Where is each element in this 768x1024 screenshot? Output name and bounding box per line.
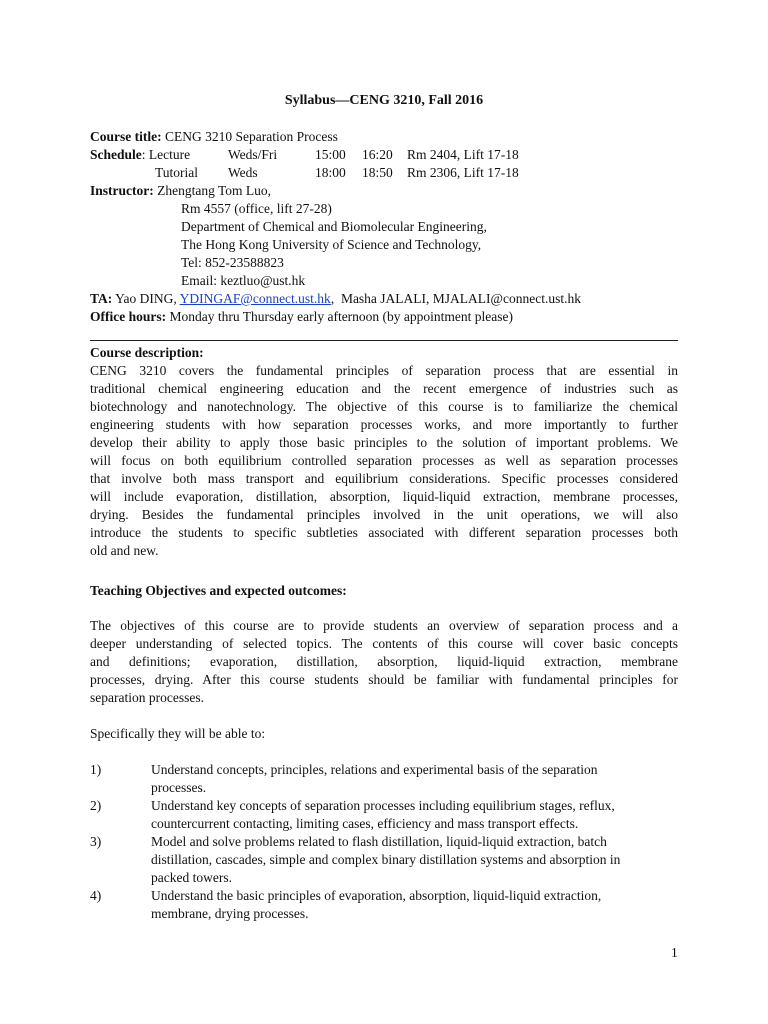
- schedule-type: : Lecture: [141, 147, 191, 162]
- paragraph-line: will include evaporation, distillation, absorption, liquid-liquid extraction, membrane processes,: [90, 489, 678, 504]
- instructor-office: Rm 4557 (office, lift 27-28): [181, 201, 332, 216]
- instructor-name: Zhengtang Tom Luo,: [157, 183, 272, 198]
- schedule-room: Rm 2306, Lift 17-18: [407, 165, 519, 180]
- outcome-line: processes.: [151, 780, 207, 795]
- office-hours-line: [90, 308, 513, 326]
- instructor-email: Email: keztluo@ust.hk: [181, 273, 306, 288]
- paragraph-line: that involve both mass transport and equilibrium considerations. Specific processes considered: [90, 471, 678, 486]
- outcome-line: membrane, drying processes.: [151, 906, 309, 921]
- office-hours-label: Office hours:: [90, 309, 167, 324]
- office-hours-value: Monday thru Thursday early afternoon (by appointment please): [169, 309, 514, 324]
- instructor-department: Department of Chemical and Biomolecular Engineering,: [181, 219, 487, 234]
- ta-separator: ,: [330, 291, 335, 306]
- paragraph-line: traditional chemical engineering education and the recent emergence of industries such as: [90, 381, 678, 396]
- outcome-number: 2): [90, 798, 102, 813]
- ta-name-2: Masha JALALI, MJALALI@connect.ust.hk: [340, 291, 581, 306]
- paragraph-line: CENG 3210 covers the fundamental principles of separation process that are essential in: [90, 363, 678, 378]
- course-description-heading: Course description:: [90, 345, 204, 360]
- outcome-number: 4): [90, 888, 102, 903]
- schedule-start: 18:00: [315, 165, 346, 180]
- paragraph-line: processes, drying. After this course students should be familiar with fundamental principles for: [90, 672, 678, 687]
- specifically-line: Specifically they will be able to:: [90, 726, 266, 741]
- outcome-line: countercurrent contacting, limiting cases, efficiency and mass transport effects.: [151, 816, 579, 831]
- outcome-line: Model and solve problems related to flash distillation, liquid-liquid extraction, batch: [151, 834, 607, 849]
- page-number: 1: [671, 945, 678, 960]
- outcome-number: 3): [90, 834, 102, 849]
- outcome-line: Understand the basic principles of evaporation, absorption, liquid-liquid extraction,: [151, 888, 602, 903]
- paragraph-line: drying. Besides the fundamental principles involved in the unit operations, we will also: [90, 507, 678, 522]
- paragraph-line: will focus on both equilibrium controlled separation processes as well as separation processes: [90, 453, 678, 468]
- schedule-end: 16:20: [362, 147, 393, 162]
- paragraph-line: introduce the students to specific subtleties associated with different separation processes both: [90, 525, 678, 540]
- paragraph-line: old and new.: [90, 543, 159, 558]
- outcome-line: Understand concepts, principles, relations and experimental basis of the separation: [151, 762, 598, 777]
- ta-name-1: Yao DING,: [115, 291, 177, 306]
- outcome-number: 1): [90, 762, 102, 777]
- paragraph-line: biotechnology and nanotechnology. The objective of this course is to familiarize the chemical: [90, 399, 678, 414]
- outcome-line: distillation, cascades, simple and complex binary distillation systems and absorption in: [151, 852, 621, 867]
- teaching-objectives-heading: Teaching Objectives and expected outcomes:: [90, 583, 347, 598]
- schedule-days: Weds/Fri: [228, 147, 278, 162]
- teaching-objectives-body: [90, 617, 678, 707]
- section-divider: [90, 340, 678, 341]
- instructor-label: Instructor:: [90, 183, 154, 198]
- schedule-room: Rm 2404, Lift 17-18: [407, 147, 519, 162]
- paragraph-line: engineering students with how separation processes works, and more importantly to further: [90, 417, 678, 432]
- ta-email-link[interactable]: YDINGAF@connect.ust.hk: [179, 291, 331, 306]
- instructor-tel: Tel: 852-23588823: [181, 255, 284, 270]
- schedule-label: Schedule: [90, 147, 142, 162]
- instructor-line: [90, 182, 271, 200]
- schedule-row-lecture: [90, 146, 190, 164]
- outcome-line: Understand key concepts of separation processes including equilibrium stages, reflux,: [151, 798, 615, 813]
- schedule-end: 18:50: [362, 165, 393, 180]
- course-description-body: [90, 362, 678, 560]
- course-title-line: [90, 128, 338, 146]
- page-title: Syllabus—CENG 3210, Fall 2016: [284, 93, 484, 108]
- paragraph-line: and definitions; evaporation, distillation, absorption, liquid-liquid extraction, membrane: [90, 654, 678, 669]
- outcome-line: packed towers.: [151, 870, 232, 885]
- paragraph-line: deeper understanding of selected topics. The contents of this course will cover basic concepts: [90, 636, 678, 651]
- schedule-days: Weds: [228, 165, 258, 180]
- paragraph-line: develop their ability to apply those basic principles to the solution of important problems. We: [90, 435, 678, 450]
- course-title-value: CENG 3210 Separation Process: [164, 129, 338, 144]
- instructor-university: The Hong Kong University of Science and Technology,: [181, 237, 482, 252]
- ta-label: TA:: [90, 291, 113, 306]
- paragraph-line: separation processes.: [90, 690, 204, 705]
- schedule-start: 15:00: [315, 147, 346, 162]
- paragraph-line: The objectives of this course are to provide students an overview of separation process and a: [90, 618, 678, 633]
- schedule-type: Tutorial: [155, 165, 199, 180]
- ta-line: [90, 290, 581, 308]
- course-title-label: Course title:: [90, 129, 162, 144]
